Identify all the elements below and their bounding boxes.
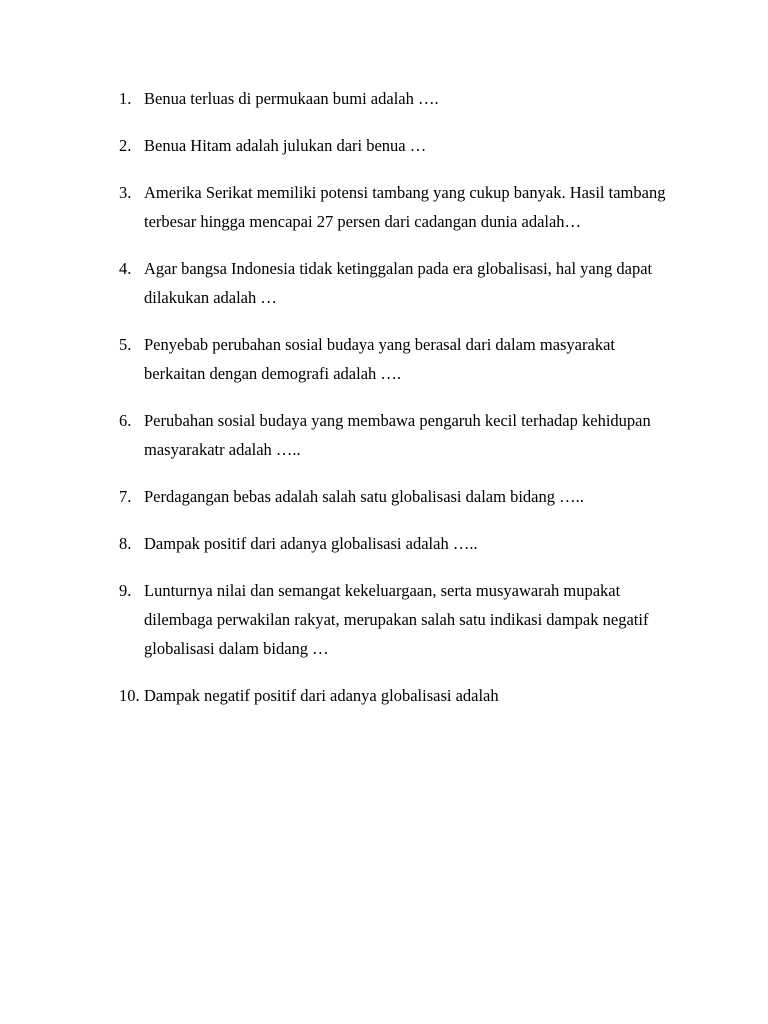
question-number: 10. [119,686,140,705]
question-item [119,681,679,710]
question-number: 9. [119,581,132,600]
question-text: Benua terluas di permukaan bumi adalah …. [144,89,439,108]
question-number: 3. [119,183,132,202]
question-text: Penyebab perubahan sosial budaya yang berasal dari dalam masyarakat berkaitan dengan demografi adalah …. [144,335,615,383]
question-number: 8. [119,534,132,553]
question-text: Perubahan sosial budaya yang membawa pengaruh kecil terhadap kehidupan masyarakatr adalah ….. [144,411,651,459]
question-item [119,330,679,388]
question-item [119,84,679,113]
question-item [119,131,679,160]
question-text: Dampak positif dari adanya globalisasi adalah ….. [144,534,478,553]
question-number: 2. [119,136,132,155]
question-text: Lunturnya nilai dan semangat kekeluargaan, serta musyawarah mupakat dilembaga perwakilan rakyat, merupakan salah satu indikasi dampak negatif globalisasi dalam bidang … [144,581,649,658]
question-item [119,529,679,558]
question-item [119,576,679,663]
question-list [119,84,679,728]
question-text: Perdagangan bebas adalah salah satu globalisasi dalam bidang ….. [144,487,584,506]
question-item [119,406,679,464]
question-text: Amerika Serikat memiliki potensi tambang yang cukup banyak. Hasil tambang terbesar hingga mencapai 27 persen dari cadangan dunia adalah… [144,183,666,231]
question-item [119,254,679,312]
question-number: 1. [119,89,132,108]
question-text: Benua Hitam adalah julukan dari benua … [144,136,427,155]
question-item [119,482,679,511]
question-text: Agar bangsa Indonesia tidak ketinggalan pada era globalisasi, hal yang dapat dilakukan adalah … [144,259,653,307]
question-number: 7. [119,487,132,506]
question-number: 5. [119,335,132,354]
question-text: Dampak negatif positif dari adanya globalisasi adalah [144,686,499,705]
question-number: 6. [119,411,132,430]
question-number: 4. [119,259,132,278]
question-item [119,178,679,236]
